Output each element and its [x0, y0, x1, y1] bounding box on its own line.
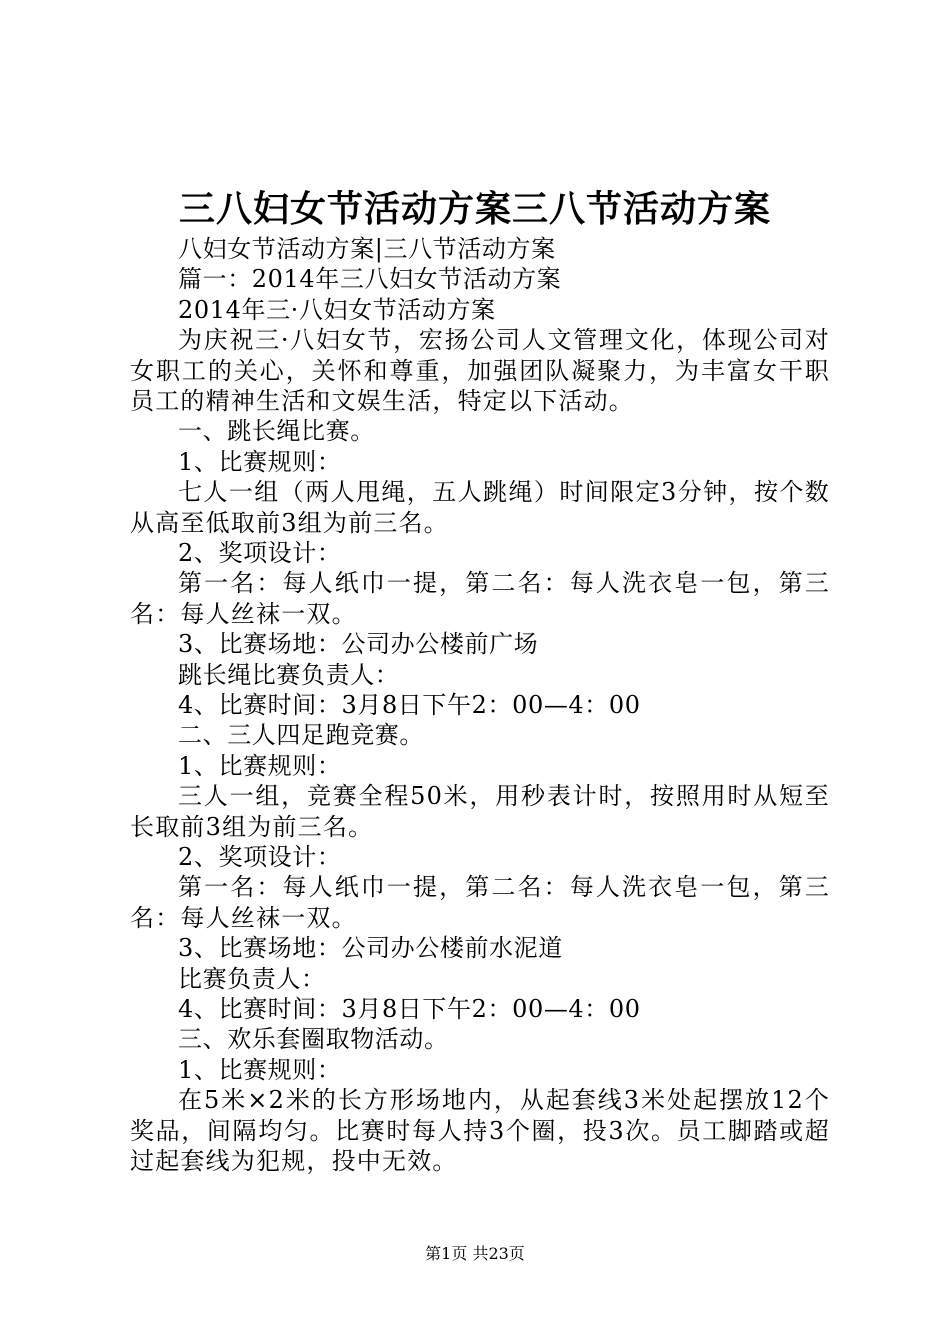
section3-heading: 三、欢乐套圈取物活动。 — [178, 1025, 449, 1054]
section1-venue: 3、比赛场地：公司办公楼前广场 — [178, 630, 539, 659]
section1-person: 跳长绳比赛负责人： — [178, 660, 400, 689]
section2-heading: 二、三人四足跑竞赛。 — [178, 721, 424, 750]
intro-paragraph: 为庆祝三·八妇女节，宏扬公司人文管理文化，体现公司对女职工的关心，关怀和尊重，加强团队凝聚力，为丰富女干职员工的精神生活和文娱生活，特定以下活动。 — [130, 326, 830, 415]
section1-rules-label: 1、比赛规则： — [178, 447, 342, 476]
section2-rules-label: 1、比赛规则： — [178, 751, 342, 780]
page-footer: 第1页 共23页 — [425, 1244, 525, 1263]
section3-rules: 在5米×2米的长方形场地内，从起套线3米处起摆放12个奖品，间隔均匀。比赛时每人持3个圈，投3次。员工脚踏或超过起套线为犯规，投中无效。 — [130, 1086, 830, 1175]
section2-venue: 3、比赛场地：公司办公楼前水泥道 — [178, 934, 563, 963]
article-title: 2014年三·八妇女节活动方案 — [178, 295, 496, 324]
section1-heading: 一、跳长绳比赛。 — [178, 417, 375, 446]
section1-rules: 七人一组（两人甩绳，五人跳绳）时间限定3分钟，按个数从高至低取前3组为前三名。 — [130, 478, 830, 537]
section2-person: 比赛负责人： — [178, 964, 326, 993]
section3-rules-label: 1、比赛规则： — [178, 1055, 342, 1084]
section2-awards-label: 2、奖项设计： — [178, 842, 342, 871]
document-title: 三八妇女节活动方案三八节活动方案 — [178, 188, 771, 230]
section1-awards: 第一名：每人纸巾一提，第二名：每人洗衣皂一包，第三名：每人丝袜一双。 — [130, 569, 830, 628]
subtitle: 八妇女节活动方案|三八节活动方案 — [178, 235, 556, 263]
article-heading: 篇一：2014年三八妇女节活动方案 — [178, 265, 562, 294]
section2-time: 4、比赛时间：3月8日下午2：00—4：00 — [178, 994, 641, 1023]
section1-time: 4、比赛时间：3月8日下午2：00—4：00 — [178, 690, 641, 719]
section2-awards: 第一名：每人纸巾一提，第二名：每人洗衣皂一包，第三名：每人丝袜一双。 — [130, 873, 830, 932]
section1-awards-label: 2、奖项设计： — [178, 538, 342, 567]
document-body — [130, 234, 830, 1176]
section2-rules: 三人一组，竞赛全程50米，用秒表计时，按照用时从短至长取前3组为前三名。 — [130, 782, 830, 841]
